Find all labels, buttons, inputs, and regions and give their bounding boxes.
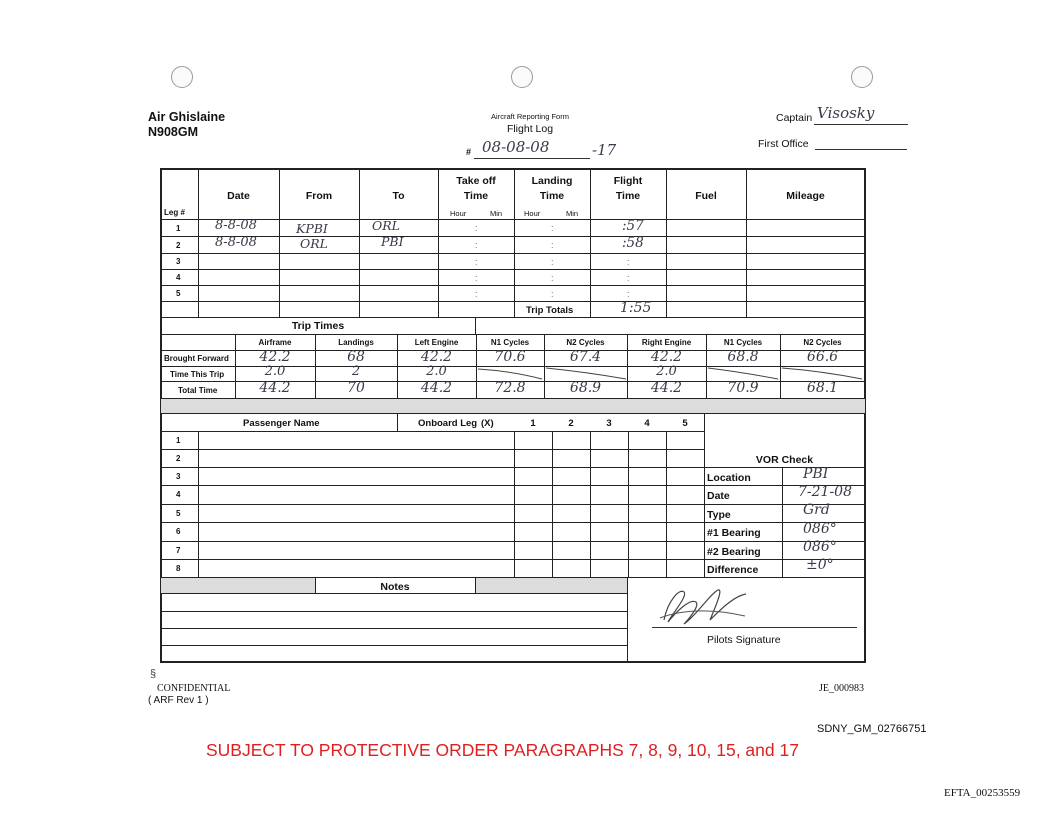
right-n2-value: 66.6 — [806, 349, 839, 365]
onboard-leg-5-header: 5 — [682, 418, 688, 429]
left-engine-header: Left Engine — [414, 338, 459, 347]
vor-difference-value: ±0° — [806, 557, 834, 573]
flight-header: Flight — [613, 175, 643, 187]
form-name: Aircraft Reporting Form — [491, 112, 569, 121]
row-label: Brought Forward — [164, 354, 229, 363]
leg-number: 3 — [176, 257, 181, 266]
binder-hole-right — [851, 66, 873, 88]
onboard-leg-header: Onboard Leg — [418, 418, 478, 429]
flight-time-header: Time — [615, 190, 641, 202]
log-number-value: 08-08-08 — [482, 138, 550, 156]
separator-band — [161, 399, 865, 413]
pilots-signature-label: Pilots Signature — [707, 634, 781, 646]
onboard-leg-3-header: 3 — [606, 418, 612, 429]
vor-type-value: Grd — [803, 502, 830, 518]
leg-to: ORL — [372, 218, 400, 233]
from-header: From — [305, 190, 333, 202]
bates-je: JE_000983 — [819, 683, 864, 694]
trip-totals-label: Trip Totals — [526, 305, 574, 316]
landings-value: 2 — [351, 364, 361, 379]
mileage-header: Mileage — [786, 190, 825, 202]
company-name: Air Ghislaine — [148, 110, 226, 124]
right-n1-value: 70.9 — [727, 380, 759, 396]
notes-shade-right — [475, 578, 627, 593]
leg-flight-time: :58 — [622, 235, 644, 251]
notes-title: Notes — [380, 581, 410, 593]
pilot-signature — [650, 580, 770, 630]
binder-hole-center — [511, 66, 533, 88]
passenger-row-8: 8 — [176, 564, 181, 573]
passenger-row-2: 2 — [176, 454, 181, 463]
landing-hour-header: Hour — [524, 209, 541, 218]
fuel-header: Fuel — [695, 190, 717, 202]
leg-from: ORL — [300, 236, 328, 251]
left-n2-cycles-header: N2 Cycles — [566, 338, 605, 347]
trip-times-title: Trip Times — [291, 320, 345, 332]
right-n1-value: 68.8 — [727, 349, 759, 365]
left-n1-cycles-header: N1 Cycles — [490, 338, 530, 347]
leg-number: 1 — [176, 224, 181, 233]
captain-value: Visosky — [817, 104, 875, 122]
vor-bearing2-value: 086° — [803, 539, 837, 555]
log-title: Flight Log — [506, 123, 554, 135]
row-label: Time This Trip — [170, 370, 225, 379]
takeoff-hour-header: Hour — [450, 209, 467, 218]
confidential-marker-icon: § — [150, 668, 157, 680]
left-n1-value: 72.8 — [494, 380, 526, 396]
onboard-leg-1-header: 1 — [530, 418, 536, 429]
right-engine-header: Right Engine — [641, 338, 692, 347]
passenger-name-header: Passenger Name — [243, 418, 320, 429]
leg-from: KPBI — [296, 221, 328, 236]
captain-label: Captain — [776, 112, 813, 124]
onboard-leg-4-header: 4 — [644, 418, 650, 429]
right-engine-value: 2.0 — [656, 364, 677, 379]
leg-to: PBI — [381, 234, 404, 249]
passenger-row-4: 4 — [176, 490, 181, 499]
trip-totals-value: 1:55 — [620, 300, 652, 316]
notes-shade-left — [161, 578, 315, 593]
left-n2-value: 68.9 — [569, 380, 602, 396]
bates-sdny: SDNY_GM_02766751 — [817, 723, 927, 735]
vor-type-label: Type — [707, 509, 731, 521]
onboard-x-header: (X) — [481, 418, 494, 429]
landings-header: Landings — [338, 338, 374, 347]
vor-difference-label: Difference — [707, 564, 759, 576]
leg-number: 2 — [176, 241, 181, 250]
leg-number-header: Leg # — [164, 208, 185, 217]
log-number-suffix: -17 — [592, 141, 617, 159]
landing-min-header: Min — [566, 209, 579, 218]
passenger-row-7: 7 — [176, 546, 181, 555]
takeoff-min-header: Min — [490, 209, 503, 218]
binder-hole-left — [171, 66, 193, 88]
airframe-value: 42.2 — [259, 349, 291, 365]
leg-date: 8-8-08 — [215, 218, 257, 233]
landings-value: 70 — [347, 380, 365, 396]
left-n2-value: 67.4 — [569, 349, 602, 365]
leg-flight-time: :57 — [622, 218, 644, 234]
airframe-value: 2.0 — [264, 364, 286, 379]
date-header: Date — [227, 190, 250, 202]
row-label: Total Time — [178, 386, 218, 395]
log-number-prefix: # — [466, 147, 472, 157]
vor-location-label: Location — [707, 472, 751, 484]
landing-header: Landing — [531, 175, 573, 187]
airframe-value: 44.2 — [259, 380, 291, 396]
vor-check-title: VOR Check — [755, 454, 814, 466]
right-engine-value: 44.2 — [650, 380, 683, 396]
airframe-header: Airframe — [258, 338, 292, 347]
takeoff-time-header: Time — [463, 190, 489, 202]
takeoff-header: Take off — [456, 175, 496, 187]
left-engine-value: 42.2 — [420, 349, 453, 365]
right-engine-value: 42.2 — [650, 349, 683, 365]
revision-label: ( ARF Rev 1 ) — [148, 695, 209, 706]
passenger-row-1: 1 — [176, 436, 181, 445]
first-officer-label: First Office — [758, 138, 809, 150]
left-engine-value: 44.2 — [420, 380, 453, 396]
right-n2-value: 68.1 — [806, 380, 839, 396]
landing-time-header: Time — [539, 190, 565, 202]
protective-order-notice: SUBJECT TO PROTECTIVE ORDER PARAGRAPHS 7, 8, 9, 10, 15, and 17 — [206, 740, 799, 760]
vor-date-value: 7-21-08 — [798, 484, 852, 500]
leg-number: 5 — [176, 289, 181, 298]
left-n1-value: 70.6 — [494, 349, 526, 365]
right-n1-cycles-header: N1 Cycles — [723, 338, 763, 347]
to-header: To — [392, 190, 405, 202]
landings-value: 68 — [347, 349, 365, 365]
onboard-leg-2-header: 2 — [568, 418, 574, 429]
confidential-label: CONFIDENTIAL — [157, 683, 231, 694]
vor-bearing1-label: #1 Bearing — [707, 527, 761, 539]
vor-bearing2-label: #2 Bearing — [707, 546, 761, 558]
passenger-row-5: 5 — [176, 509, 181, 518]
passenger-row-6: 6 — [176, 527, 181, 536]
vor-location-value: PBI — [803, 466, 829, 482]
vor-bearing1-value: 086° — [803, 521, 837, 537]
leg-date: 8-8-08 — [215, 235, 257, 250]
tail-number: N908GM — [148, 125, 199, 139]
leg-number: 4 — [176, 273, 181, 282]
left-engine-value: 2.0 — [426, 364, 447, 379]
vor-date-label: Date — [707, 490, 730, 502]
right-n2-cycles-header: N2 Cycles — [803, 338, 842, 347]
efta-number: EFTA_00253559 — [944, 787, 1021, 799]
passenger-row-3: 3 — [176, 472, 181, 481]
